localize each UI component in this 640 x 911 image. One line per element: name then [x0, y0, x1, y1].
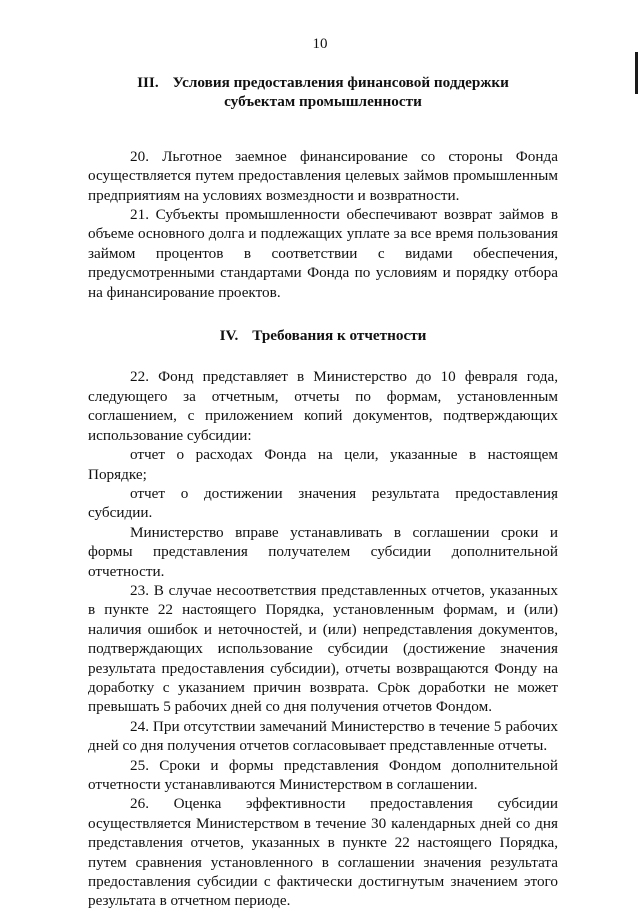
page-number: 10: [312, 36, 328, 52]
paragraph-ministry-rights: Министерство вправе устанавливать в соглашении сроки и формы представления получателем субсидии дополнительной отчетности.: [88, 523, 558, 580]
paragraph-22-item-expenses: отчет о расходах Фонда на цели, указанные в настоящем Порядке;: [88, 446, 558, 483]
section-3-number: III.: [137, 74, 159, 91]
section-3-heading: [88, 73, 558, 112]
section-3-title-line2: субъектам промышленности: [224, 93, 422, 111]
paragraph-23: 23. В случае несоответствия представленных отчетов, указанных в пункте 22 настоящего Порядка, установленным формам, и (или) наличия ошибок и неточностей, и (или) непредставления документов, подтверждающих использование субсидии (достижение значения результата предоставления субсидии), отчеты возвращаются Фонду на доработку с указанием причин возврата. Срок доработки не может превышать 5 рабочих дней со дня получения отчетов Фондом.: [88, 581, 558, 716]
scan-edge-mark: [635, 52, 638, 94]
paragraph-26: 26. Оценка эффективности предоставления субсидии осуществляется Министерством в течение 30 календарных дней со дня представления отчетов, указанных в пункте 22 настоящего Порядка, путем сравнения установленного в соглашении значения результата предоставления субсидии с фактически достигнутым значением этого результата в отчетном периоде.: [88, 795, 558, 910]
section-4-heading: [88, 326, 558, 345]
paragraph-20: 20. Льготное заемное финансирование со стороны Фонда осуществляется путем предоставления целевых займов промышленным предприятиям на условиях возмездности и возвратности.: [88, 147, 558, 204]
paragraph-22: 22. Фонд представляет в Министерство до 10 февраля года, следующего за отчетным, отчеты по формам, установленным соглашением, с приложением копий документов, подтверждающих использование субсидии:: [88, 368, 558, 444]
paragraph-25: 25. Сроки и формы представления Фондом дополнительной отчетности устанавливаются Министерством в соглашении.: [88, 756, 558, 793]
section-4-title: Требования к отчетности: [252, 327, 427, 345]
section-3-heading-line1: [88, 73, 558, 92]
paragraph-24: 24. При отсутствии замечаний Министерство в течение 5 рабочих дней со дня получения отчетов согласовывает представленные отчеты.: [88, 717, 558, 755]
paragraph-22-item-result: отчет о достижении значения результата предоставления субсидии.: [88, 484, 558, 522]
section-3-title-line1: Условия предоставления финансовой поддержки: [172, 74, 509, 91]
section-4-number: IV.: [219, 327, 239, 345]
paragraph-21: 21. Субъекты промышленности обеспечивают возврат займов в объеме основного долга и подлежащих уплате за все время пользования займом процентов в соответствии с видами обеспечения, предусмотренными стандартами Фонда по условиям и порядку отбора на финансирование проектов.: [88, 206, 558, 301]
document-body: [88, 73, 558, 911]
